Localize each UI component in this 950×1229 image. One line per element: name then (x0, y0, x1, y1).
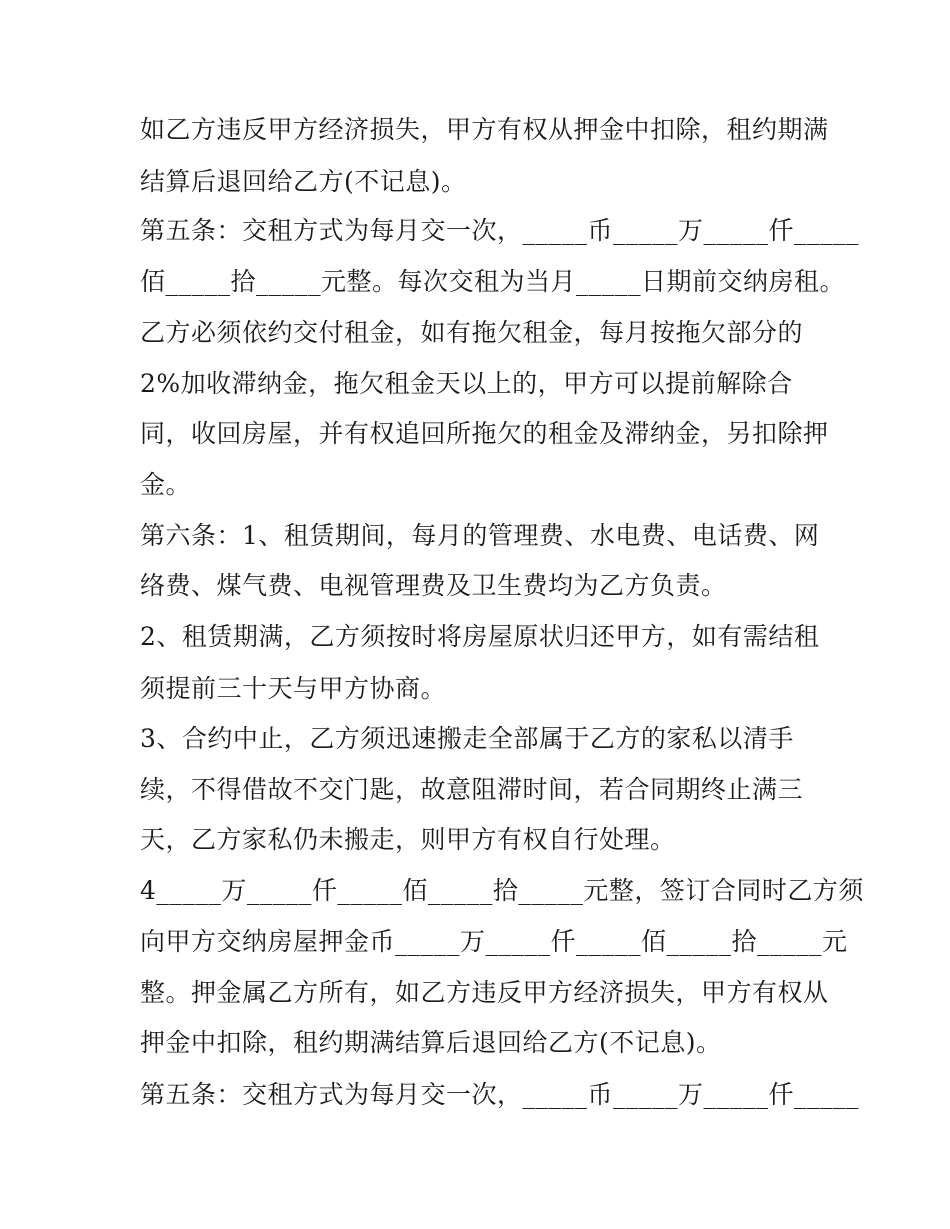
text-line: 天，乙方家私仍未搬走，则甲方有权自行处理。 (140, 825, 676, 854)
text-line: 第五条：交租方式为每月交一次，_____币_____万_____仟_____ (140, 216, 860, 245)
text-line: 络费、煤气费、电视管理费及卫生费均为乙方负责。 (140, 571, 727, 600)
text-line: 同，收回房屋，并有权追回所拖欠的租金及滞纳金，另扣除押 (140, 419, 829, 448)
text-line: 金。 (140, 470, 192, 499)
text-line: 2、租赁期满，乙方须按时将房屋原状归还甲方，如有需结租 (140, 622, 820, 651)
text-line: 续，不得借故不交门匙，故意阻滞时间，若合同期终止满三 (140, 775, 804, 804)
text-line: 押金中扣除，租约期满结算后退回给乙方(不记息)。 (140, 1028, 722, 1057)
text-line: 第五条：交租方式为每月交一次，_____币_____万_____仟_____ (140, 1080, 860, 1109)
text-line: 3、合约中止，乙方须迅速搬走全部属于乙方的家私以清手 (140, 724, 794, 753)
text-line: 第六条：1、租赁期间，每月的管理费、水电费、电话费、网 (140, 521, 820, 550)
text-line: 佰_____拾_____元整。每次交租为当月_____日期前交纳房租。 (140, 267, 846, 296)
text-line: 乙方必须依约交付租金，如有拖欠租金，每月按拖欠部分的 (140, 318, 804, 347)
text-line: 2%加收滞纳金，拖欠租金天以上的，甲方可以提前解除合 (140, 369, 793, 398)
text-line: 向甲方交纳房屋押金币_____万_____仟_____佰_____拾_____元 (140, 927, 848, 956)
text-line: 4_____万_____仟_____佰_____拾_____元整，签订合同时乙方须 (140, 876, 864, 905)
text-line: 结算后退回给乙方(不记息)。 (140, 167, 467, 196)
text-line: 如乙方违反甲方经济损失，甲方有权从押金中扣除，租约期满 (140, 115, 829, 144)
text-line: 须提前三十天与甲方协商。 (140, 674, 447, 703)
text-line: 整。押金属乙方所有，如乙方违反甲方经济损失，甲方有权从 (140, 978, 829, 1007)
